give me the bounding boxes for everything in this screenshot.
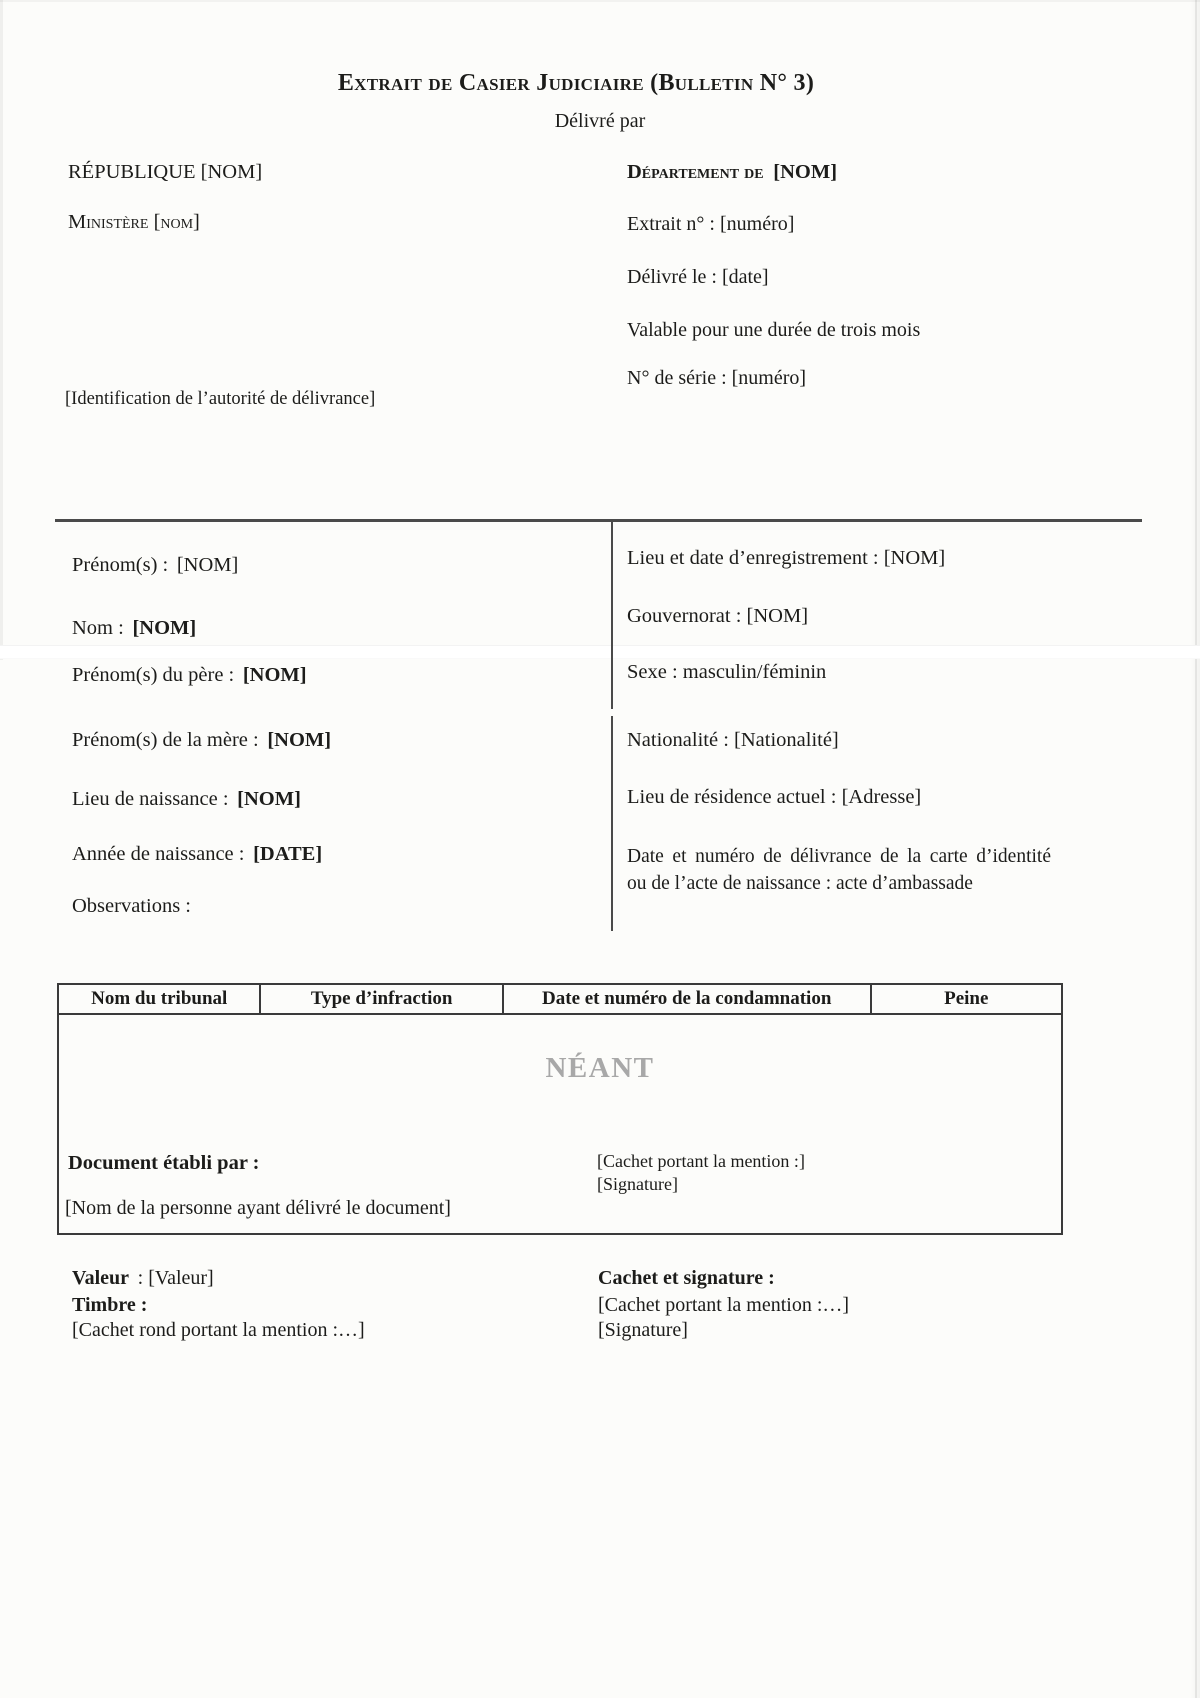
column-divider-upper xyxy=(611,521,613,709)
departement-value: [NOM] xyxy=(773,161,838,183)
nationality-row: Nationalité : [Nationalité] xyxy=(627,729,839,751)
birthplace-row xyxy=(72,788,301,811)
established-by-name: [Nom de la personne ayant délivré le document] xyxy=(65,1197,451,1219)
section-top-rule xyxy=(55,519,1142,522)
round-stamp-note: [Cachet rond portant la mention :…] xyxy=(72,1319,365,1341)
father-name-value: [NOM] xyxy=(242,664,307,686)
column-header-peine: Peine xyxy=(944,988,989,1009)
firstname-label: Prénom(s) : xyxy=(72,554,169,576)
father-name-row xyxy=(72,664,307,687)
lastname-row xyxy=(72,617,196,640)
signature-note: [Signature] xyxy=(598,1319,688,1341)
residence-row: Lieu de résidence actuel : [Adresse] xyxy=(627,786,922,808)
observations-row xyxy=(72,895,191,918)
departement-label: Département de xyxy=(627,161,764,183)
stamp-signature-title: Cachet et signature : xyxy=(598,1267,775,1289)
established-stamp-note: [Cachet portant la mention :] xyxy=(597,1151,805,1171)
established-signature-note: [Signature] xyxy=(597,1174,678,1194)
mother-name-row xyxy=(72,729,331,752)
convictions-table-header xyxy=(59,985,1061,1015)
established-by-label: Document établi par : xyxy=(68,1152,260,1174)
departement-line xyxy=(627,161,837,184)
ministere-line: Ministère [nom] xyxy=(68,211,200,233)
issuing-authority-line: [Identification de l’autorité de délivrance] xyxy=(65,389,376,409)
firstname-row xyxy=(72,554,238,577)
birthyear-row xyxy=(72,843,322,866)
valeur-label: Valeur xyxy=(72,1267,130,1289)
valeur-line xyxy=(72,1267,214,1290)
page-subtitle: Délivré par xyxy=(554,110,646,132)
firstname-value: [NOM] xyxy=(176,554,239,576)
page-right-edge-shading xyxy=(1190,0,1200,1698)
stamp-mention-note: [Cachet portant la mention :…] xyxy=(598,1294,850,1316)
page-right-edge-line xyxy=(1195,0,1197,1698)
lastname-value: [NOM] xyxy=(132,617,197,639)
mother-name-value: [NOM] xyxy=(267,729,332,751)
page-top-edge-shading xyxy=(0,0,1200,2)
birthyear-value: [DATE] xyxy=(253,843,323,865)
observations-label: Observations : xyxy=(72,895,191,917)
father-name-label: Prénom(s) du père : xyxy=(72,664,235,686)
timbre-line: Timbre : xyxy=(72,1294,148,1316)
issue-date-line: Délivré le : [date] xyxy=(627,266,769,288)
column-header-infraction: Type d’infraction xyxy=(261,985,503,1013)
birthyear-label: Année de naissance : xyxy=(72,843,245,865)
id-card-issuance-row xyxy=(627,843,1051,897)
birthplace-label: Lieu de naissance : xyxy=(72,788,229,810)
lastname-label: Nom : xyxy=(72,617,124,639)
column-header-tribunal: Nom du tribunal xyxy=(59,985,261,1013)
id-card-issuance-line2: ou de l’acte de naissance : acte d’ambassade xyxy=(627,873,973,894)
column-header-condamnation: Date et numéro de la condamnation xyxy=(504,985,872,1013)
serial-number-line: N° de série : [numéro] xyxy=(627,367,807,389)
id-card-issuance-line1: Date et numéro de délivrance de la carte d’identité xyxy=(627,846,1051,867)
birthplace-value: [NOM] xyxy=(237,788,301,810)
mother-name-label: Prénom(s) de la mère : xyxy=(72,729,259,751)
scan-seam xyxy=(0,645,1200,659)
valeur-value: : [Valeur] xyxy=(137,1267,214,1289)
extrait-number-line: Extrait n° : [numéro] xyxy=(627,213,795,235)
validity-line: Valable pour une durée de trois mois xyxy=(627,319,921,341)
column-divider-lower xyxy=(611,716,613,931)
page-left-edge-shading xyxy=(0,0,3,660)
page-title: Extrait de Casier Judiciaire (Bulletin N° 3) xyxy=(337,70,815,96)
registration-row: Lieu et date d’enregistrement : [NOM] xyxy=(627,547,946,569)
governorate-row: Gouvernorat : [NOM] xyxy=(627,605,809,627)
empty-record-label: NÉANT xyxy=(545,1052,655,1084)
republique-line: RÉPUBLIQUE [NOM] xyxy=(68,161,263,183)
sex-row: Sexe : masculin/féminin xyxy=(627,661,827,683)
